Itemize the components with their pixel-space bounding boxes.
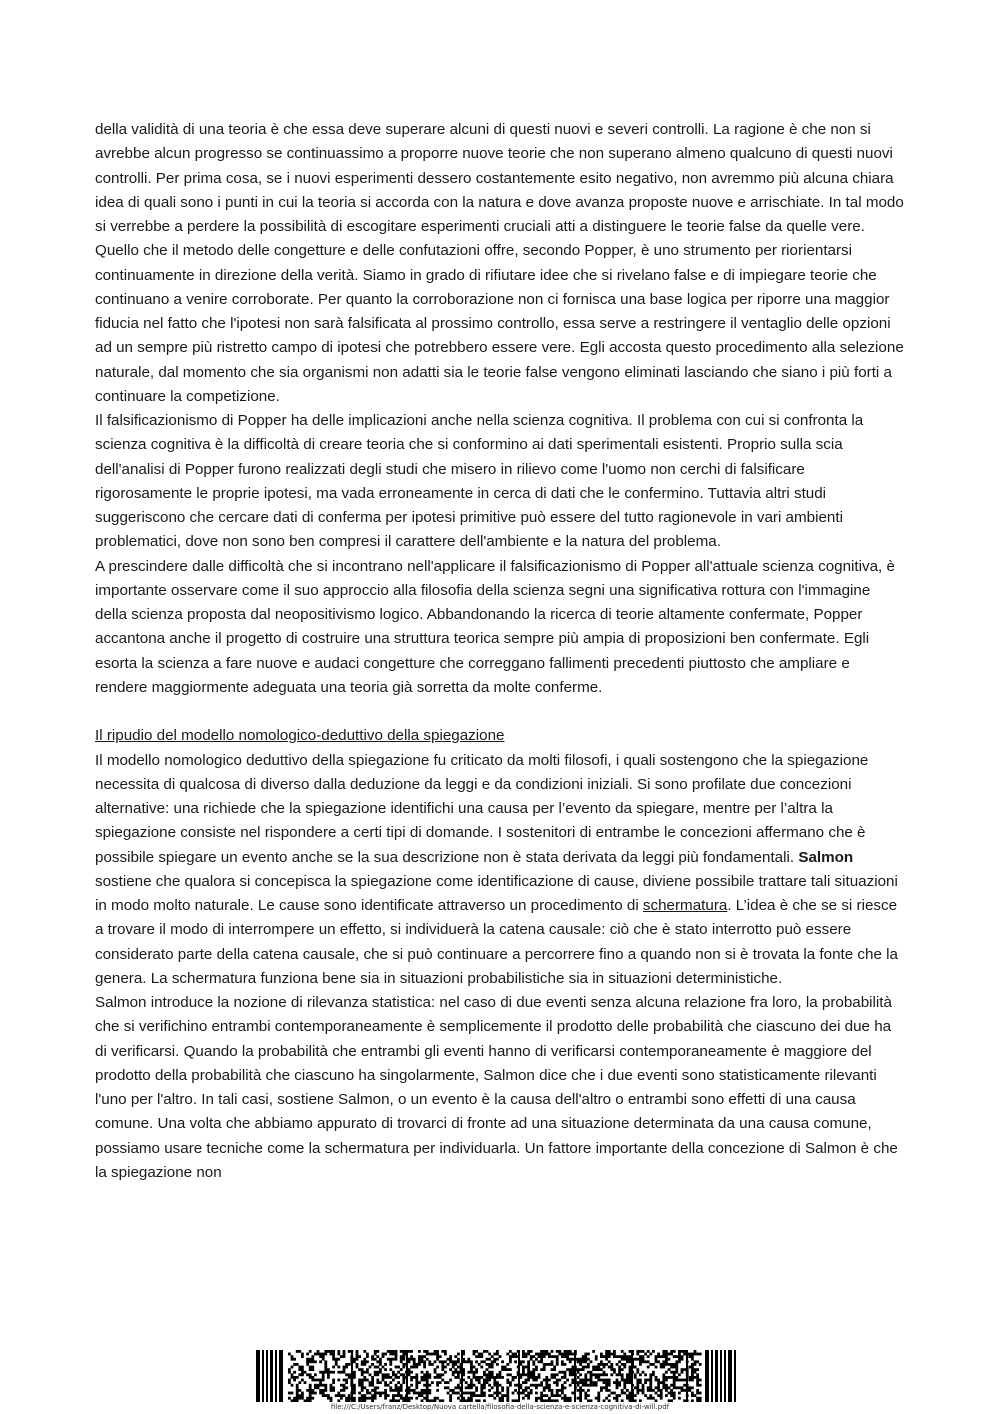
paragraph-2: Quello che il metodo delle congetture e delle confutazioni offre, secondo Popper, è uno strumento per riorientarsi continuamente in direzione della verità. Siamo in grado di rifiutare idee che si rivelano false e di impiegare teorie che continuano a venire corroborate. Per quanto la corroborazione non ci fornisca una base logica per riporre una maggior fiducia nel fatto che l'ipotesi non sarà falsificata al prossimo controllo, essa serve a restringere il ventaglio delle opzioni ad un sempre più ristretto campo di ipotesi che potrebbero essere vere. Egli accosta questo procedimento alla selezione naturale, dal momento che sia organismi non adatti sia le teorie false vengono eliminati lasciando che siano i più forti a continuare la competizione.	[95, 242, 904, 405]
author-name-salmon: Salmon	[798, 848, 854, 866]
section-paragraph-part3: . L’idea è che se si riesce a trovare il modo di interrompere un effetto, si individuerà la catena causale: ciò che è stato interrotto può essere considerato parte della catena causale, che si può continuare a percorrere fino a quando non si è trovata la fonte che la genera. La schermatura funziona bene sia in situazioni probabilistiche sia in situazioni deterministiche.	[95, 897, 898, 987]
paragraph-3: Il falsificazionismo di Popper ha delle implicazioni anche nella scienza cognitiva. Il problema con cui si confronta la scienza cognitiva è la difficoltà di creare teoria che si conformino ai dati sperimentali esistenti. Proprio sulla scia dell'analisi di Popper furono realizzati degli studi che misero in rilievo come l'uomo non cerchi di falsificare rigorosamente le proprie ipotesi, ma vada erroneamente in cerca di dati che le confermino. Tuttavia altri studi suggeriscono che cercare dati di conferma per ipotesi primitive può essere del tutto ragionevole in vari ambienti problematici, dove non sono ben compresi il carattere dell'ambiente e la natura del problema.	[95, 412, 864, 551]
document-body	[95, 118, 905, 1185]
paragraph-last: Salmon introduce la nozione di rilevanza statistica: nel caso di due eventi senza alcuna relazione fra loro, la probabilità che si verifichino entrambi contemporaneamente è semplicemente il prodotto delle probabilità che ciascuno dei due ha di verificarsi. Quando la probabilità che entrambi gli eventi hanno di verificarsi contemporaneamente è maggiore del prodotto della probabilità che ciascuno ha singolarmente, Salmon dice che i due eventi sono statisticamente rilevanti l'uno per l'altro. In tali casi, sostiene Salmon, o un evento è la causa dell'altro o entrambi sono effetti di una causa comune. Una volta che abbiamo appurato di trovarci di fronte ad una situazione determinata da una causa comune, possiamo usare tecniche come la schermatura per individuarla. Un fattore importante della concezione di Salmon è che la spiegazione non	[95, 994, 898, 1181]
term-schermatura: schermatura	[642, 897, 728, 914]
paragraph-4: A prescindere dalle difficoltà che si incontrano nell'applicare il falsificazionismo di Popper all'attuale scienza cognitiva, è importante osservare come il suo approccio alla filosofia della scienza segni una significativa rottura con l'immagine della scienza proposta dal neopositivismo logico. Abbandonando la ricerca di teorie altamente confermate, Popper accantona anche il progetto di costruire una struttura teorica sempre più ampia di proposizioni ben confermate. Egli esorta la scienza a fare nuove e audaci congetture che correggano fallimenti precedenti piuttosto che ampliare e rendere maggiormente adeguata una teoria già sorretta da molte conferme.	[95, 557, 895, 696]
section-paragraph	[95, 749, 905, 992]
paragraph-gap	[95, 700, 905, 724]
section-paragraph-part1: Il modello nomologico deduttivo della spiegazione fu criticato da molti filosofi, i quali sostengono che la spiegazione necessita di qualcosa di diverso dalla deduzione da leggi e da condizioni iniziali. Si sono profilate due concezioni alternative: una richiede che la spiegazione identifichi una causa per l’evento da spiegare, mentre per l’altra la spiegazione consiste nel rispondere a certi tipi di domande. I sostenitori di entrambe le concezioni affermano che è possibile spiegare un evento anche se la sua descrizione non è stata derivata da leggi più fondamentali.	[95, 751, 869, 866]
section-paragraph-part2: sostiene che qualora si concepisca la spiegazione come identificazione di cause, diviene possibile trattare tali situazioni in modo molto naturale. Le cause sono identificate attraverso un procedimento di	[95, 872, 898, 914]
paragraph-1: della validità di una teoria è che essa deve superare alcuni di questi nuovi e severi controlli. La ragione è che non si avrebbe alcun progresso se continuassimo a proporre nuove teorie che non superano almeno qualcuno di questi nuovi controlli. Per prima cosa, se i nuovi esperimenti dessero costantemente esito negativo, non avremmo più alcuna chiara idea di quali sono i punti in cui la teoria si accorda con la natura e dove avanza proposte nuove e arrischiate. In tal modo si verrebbe a perdere la possibilità di escogitare esperimenti cruciali atti a distinguere le teorie false da quelle vere.	[95, 121, 904, 235]
footer-file-path: file:///C:/Users/franz/Desktop/Nuova cartella/filosofia-della-scienza-e-scienza-cognitiva-di-will.pdf	[330, 1403, 670, 1411]
section-heading: Il ripudio del modello nomologico-deduttivo della spiegazione	[95, 727, 505, 745]
barcode-image	[256, 1350, 738, 1402]
